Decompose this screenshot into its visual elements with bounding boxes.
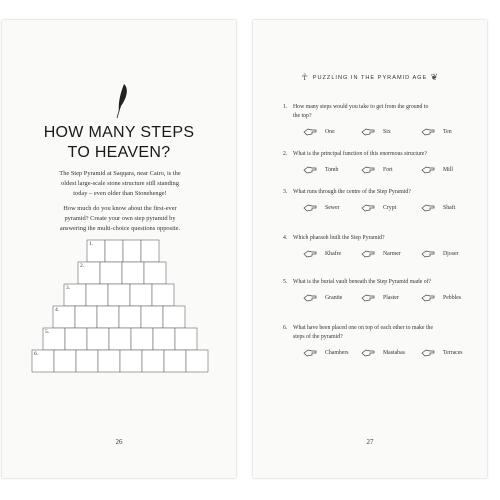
intro-line: answering the multi-choice questions opposite. (59, 225, 181, 232)
question-number: 4. (283, 235, 288, 241)
question-4-options (303, 251, 473, 261)
right-page (253, 20, 487, 478)
step-number-1: 1. (89, 241, 94, 247)
pyramid-row-1 (87, 240, 159, 262)
answer-option[interactable] (325, 167, 338, 173)
question-1 (285, 103, 463, 121)
answer-option-label: Mill (443, 167, 453, 173)
question-text-line-1: What is the burial vault beneath the Step Pyramid made of? (293, 279, 432, 285)
running-header (253, 72, 487, 83)
answer-option-label: Pebbles (443, 295, 462, 301)
answer-option[interactable] (325, 251, 341, 257)
answer-option-label: Fort (383, 167, 393, 173)
intro-line: How much do you know about the first-ever (63, 205, 177, 212)
question-number: 6. (283, 325, 288, 331)
scarab-icon: ❦ (430, 72, 440, 82)
question-text-line-1: Which pharaoh built the Step Pyramid? (293, 235, 385, 241)
pyramid-row-3 (64, 284, 174, 306)
page-title-line-2: TO HEAVEN? (67, 144, 171, 161)
pyramid-row-5 (43, 328, 197, 350)
ankh-bird-icon: ☥ (301, 72, 310, 82)
step-number-3: 3. (66, 285, 71, 291)
answer-option[interactable] (325, 129, 335, 135)
pyramid-row-2 (78, 262, 166, 284)
answer-option-label: Terraces (443, 350, 463, 356)
step-number-6: 6. (34, 351, 39, 357)
question-number: 1. (283, 104, 288, 110)
question-number: 3. (283, 189, 288, 195)
question-6-options (303, 350, 473, 360)
answer-option-label: Crypt (383, 205, 397, 211)
question-4 (285, 234, 463, 243)
answer-option[interactable] (325, 205, 340, 211)
question-3-options (303, 205, 473, 215)
question-text-line-2: the top? (293, 113, 312, 119)
question-5 (285, 278, 463, 287)
answer-option[interactable] (383, 205, 396, 211)
answer-option[interactable] (443, 205, 455, 211)
answer-option[interactable] (443, 129, 452, 135)
question-text-line-1: What is the principal function of this enormous structure? (293, 151, 427, 157)
answer-option-label: Ten (443, 129, 452, 135)
answer-option[interactable] (325, 295, 342, 301)
answer-option[interactable] (443, 295, 461, 301)
question-5-options (303, 295, 473, 305)
intro-line: The Step Pyramid at Saqqara, near Cairo, is the (59, 170, 181, 177)
step-number-2: 2. (80, 263, 85, 269)
answer-option[interactable] (383, 167, 393, 173)
pyramid-row-6 (32, 350, 208, 372)
question-number: 5. (283, 279, 288, 285)
question-text-line-1: What have been placed one on top of each other to make the (293, 325, 434, 331)
answer-option[interactable] (443, 350, 463, 356)
answer-option-label: Shaft (443, 205, 456, 211)
step-number-4: 4. (55, 307, 60, 313)
answer-option[interactable] (443, 251, 458, 257)
answer-option[interactable] (383, 129, 391, 135)
answer-option-label: Six (383, 129, 391, 135)
intro-line: today – even older than Stonehenge! (73, 190, 167, 197)
page-title-line-1: HOW MANY STEPS (43, 124, 195, 141)
step-number-5: 5. (45, 329, 50, 335)
question-number: 2. (283, 151, 288, 157)
step-pyramid-grid (2, 20, 236, 478)
answer-option[interactable] (383, 251, 401, 257)
answer-option[interactable] (325, 350, 349, 356)
answer-option-label: Plaster (383, 295, 399, 301)
answer-option-label: Narmer (383, 251, 401, 257)
question-1-options (303, 129, 473, 139)
answer-option-label: Sewer (325, 205, 340, 211)
intro-line: pyramid? Create your own step pyramid by (64, 215, 176, 222)
intro-line: oldest large-scale stone structure still standing (61, 180, 179, 187)
answer-option-label: Djoser (443, 251, 459, 257)
question-2 (285, 150, 463, 159)
answer-option-label: Granite (325, 295, 343, 301)
question-6 (285, 324, 463, 342)
left-page (2, 20, 236, 478)
answer-option[interactable] (443, 167, 453, 173)
answer-option[interactable] (383, 295, 399, 301)
answer-option-label: One (325, 129, 335, 135)
answer-option-label: Tomb (325, 167, 339, 173)
answer-option-label: Chambers (325, 350, 349, 356)
question-text-line-1: How many steps would you take to get from the ground to (293, 104, 429, 110)
running-header-text: PUZZLING IN THE PYRAMID AGE (312, 75, 428, 81)
question-3 (285, 188, 463, 197)
page-number-right: 27 (366, 438, 374, 446)
answer-option[interactable] (383, 350, 405, 356)
question-text-line-1: What runs through the centre of the Step Pyramid? (293, 189, 411, 195)
question-text-line-2: steps of the pyramid? (293, 334, 343, 340)
answer-option-label: Mastabas (383, 350, 405, 356)
pyramid-row-4 (53, 306, 185, 328)
question-2-options (303, 167, 473, 177)
answer-option-label: Khafre (325, 251, 342, 257)
page-number-left: 26 (115, 438, 123, 446)
